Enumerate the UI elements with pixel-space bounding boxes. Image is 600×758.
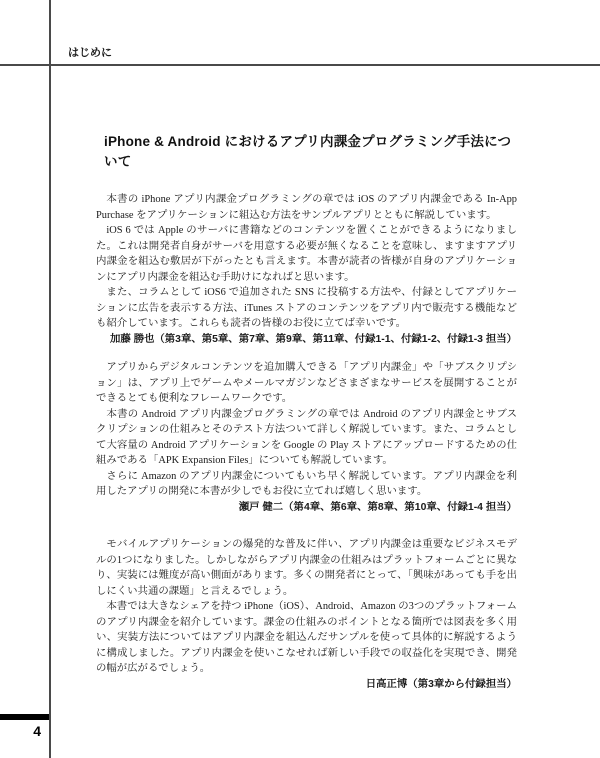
- paragraph: アプリからデジタルコンテンツを追加購入できる「アプリ内課金」や「サブスクリプション」は、アプリ上でゲームやメールマガジンなどさまざまなサービスを展開することができるとても便利なフレームワークです。: [96, 362, 517, 404]
- paragraph: 本書の iPhone アプリ内課金プログラミングの章では iOS のアプリ内課金である In-App Purchase をアプリケーションに組込む方法をサンプルアプリとともに解説しています。: [96, 194, 517, 221]
- paragraph: モバイルアプリケーションの爆発的な普及に伴い、アプリ内課金は重要なビジネスモデルの1つになりました。しかしながらアプリ内課金の仕組みはプラットフォームごとに異なり、実装には難度が高い側面があります。多くの開発者にとって、「興味があっても手を出しにくい共通の課題」と言えるでしょう。: [96, 539, 517, 597]
- page-number: 4: [33, 723, 41, 739]
- section-iphone-inapp: [96, 192, 517, 347]
- section-android-inapp: [96, 360, 517, 515]
- author-credit: 加藤 勝也（第3章、第5章、第7章、第9章、第11章、付録1-1、付録1-2、付録1-3 担当）: [109, 333, 517, 345]
- paragraph: また、コラムとして iOS6 で追加された SNS に投稿する方法や、付録としてアプリケーションに広告を表示する方法、iTunes ストアのコンテンツをアプリ内で販売する機能なども紹介しています。これらも読者の皆様のお役に立てば幸いです。: [96, 287, 517, 329]
- author-credit: 日高正博（第3章から付録担当）: [365, 678, 517, 690]
- page-number-bar: [0, 714, 49, 720]
- paragraph: iOS 6 では Apple のサーバに書籍などのコンテンツを置くことができるようになりました。これは開発者自身がサーバを用意する必要が無くなることを意味し、ますますアプリ内課金を組込む敷居が下がったとも言えます。本書が読者の皆様が自身のアプリケーションにアプリ内課金を組込む手助けになればと思います。: [96, 225, 517, 283]
- author-credit: 瀬戸 健二（第4章、第6章、第8章、第10章、付録1-4 担当）: [238, 501, 517, 513]
- running-header: はじめに: [68, 47, 112, 59]
- paragraph: さらに Amazon のアプリ内課金についてもいち早く解説しています。アプリ内課金を利用したアプリの開発に本書が少しでもお役に立てれば嬉しく思います。: [96, 470, 517, 497]
- left-margin-rule: [49, 0, 51, 758]
- header-rule: [0, 64, 600, 66]
- section-overview: [96, 537, 517, 692]
- page-content: [96, 130, 517, 692]
- paragraph: 本書では大きなシェアを持つ iPhone（iOS）、Android、Amazon の3つのプラットフォームのアプリ内課金を紹介しています。課金の仕組みのポイントとなる箇所では図表を多く用い、実装方法についてはアプリ内課金を組込んだサンプルを使って具体的に解説するように構成しました。アプリ内課金を使いこなせれば新しい手段での収益化を実現でき、開発の幅が広がるでしょう。: [96, 601, 517, 674]
- paragraph: 本書の Android アプリ内課金プログラミングの章では Android のアプリ内課金とサブスクリプションの仕組みとそのテスト方法ついて詳しく解説しています。また、コラムとして大容量の Android アプリケーションを Google の Play ストアにアップロードするための仕組みである「APK Expansion Files」についても解説しています。: [96, 408, 517, 466]
- page-title: iPhone & Android におけるアプリ内課金プログラミング手法について: [104, 134, 512, 169]
